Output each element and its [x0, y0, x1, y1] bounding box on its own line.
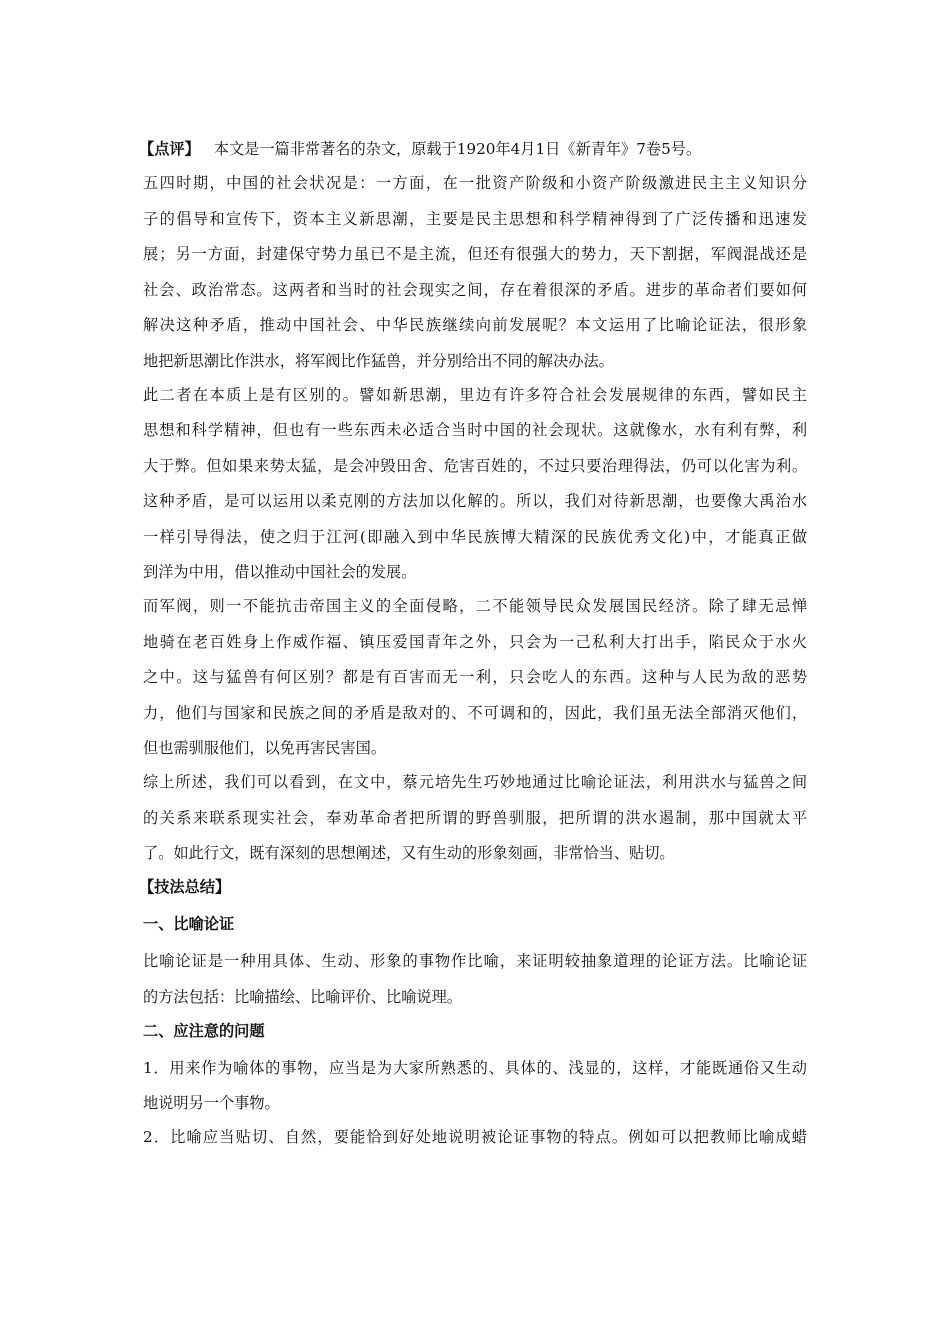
section-title: 【技法总结】: [139, 878, 231, 896]
intro-tag: 【点评】: [139, 140, 200, 158]
intro-paragraph: [139, 138, 807, 161]
paragraph-line: 比喻论证是一种用具体、生动、形象的事物作比喻，来证明较抽象道理的论证方法。比喻论证: [143, 952, 807, 970]
heading-2-block: [143, 1020, 807, 1043]
paragraph-1: [143, 172, 807, 373]
paragraph-4: [143, 771, 807, 865]
document-page: [139, 138, 807, 1160]
paragraph-line: 综上所述，我们可以看到，在文中，蔡元培先生巧妙地通过比喻论证法，利用洪水与猛兽之间: [143, 773, 807, 791]
paragraph-line: 解决这种矛盾，推动中国社会、中华民族继续向前发展呢？本文运用了比喻论证法，很形象: [143, 316, 807, 334]
paragraph-line: 1．用来作为喻体的事物，应当是为大家所熟悉的、具体的、浅显的，这样，才能既通俗又生动: [143, 1058, 807, 1077]
paragraph-line: 大于弊。但如果来势太猛，是会冲毁田舍、危害百姓的，不过只要治理得法，仍可以化害为利。: [143, 456, 807, 475]
heading-1-block: [143, 913, 807, 936]
paragraph-line: 力，他们与国家和民族之间的矛盾是敌对的、不可调和的，因此，我们虽无法全部消灭他们，: [143, 703, 807, 722]
paragraph-line: 地说明另一个事物。: [143, 1094, 280, 1112]
section-title-block: [139, 876, 807, 899]
paragraph-line: 一样引导得法，使之归于江河(即融入到中华民族博大精深的民族优秀文化)中，才能真正做: [143, 527, 807, 546]
heading-1: 一、比喻论证: [143, 915, 235, 933]
intro-line: [139, 138, 807, 161]
paragraph-line: 但也需驯服他们，以免再害民害国。: [143, 739, 386, 757]
paragraph-line: 思想和科学精神，但也有一些东西未必适合当时中国的社会现状。这就像水，水有利有弊，利: [143, 421, 807, 439]
paragraph-2: [143, 384, 807, 585]
paragraph-line: 五四时期，中国的社会状况是：一方面，在一批资产阶级和小资产阶级激进民主主义知识分: [143, 174, 807, 192]
paragraph-3: [143, 595, 807, 760]
paragraph-line: 的关系来联系现实社会，奉劝革命者把所谓的野兽驯服，把所谓的洪水遏制，那中国就太平: [143, 808, 807, 827]
paragraph-line: 的方法包括：比喻描绘、比喻评价、比喻说理。: [143, 987, 462, 1006]
paragraph-line: 了。如此行文，既有深刻的思想阐述，又有生动的形象刻画，非常恰当、贴切。: [143, 844, 675, 862]
paragraph-line: 地骑在老百姓身上作威作福、镇压爱国青年之外，只会为一己私利大打出手，陷民众于水火: [143, 632, 807, 651]
paragraph-line: 而军阀，则一不能抗击帝国主义的全面侵略，二不能领导民众发展国民经济。除了肆无忌惮: [143, 597, 807, 615]
intro-text: 本文是一篇非常著名的杂文，原载于1920年4月1日《新青年》7卷5号。: [213, 140, 702, 158]
paragraph-line: 此二者在本质上是有区别的。譬如新思潮，里边有许多符合社会发展规律的东西，譬如民主: [143, 385, 807, 404]
paragraph-line: 社会、政治常态。这两者和当时的社会现实之间，存在着很深的矛盾。进步的革命者们要如何: [143, 280, 807, 299]
paragraph-line: 之中。这与猛兽有何区别？都是有百害而无一利，只会吃人的东西。这种与人民为敌的恶势: [143, 668, 807, 686]
point-2: [143, 1126, 807, 1149]
heading-2: 二、应注意的问题: [143, 1021, 265, 1040]
paragraph-line: 子的倡导和宣传下，资本主义新思潮，主要是民主思想和科学精神得到了广泛传播和迅速发: [143, 209, 807, 228]
paragraph-line: 展；另一方面，封建保守势力虽已不是主流，但还有很强大的势力，天下割据，军阀混战还是: [143, 245, 807, 263]
paragraph-line: 到洋为中用，借以推动中国社会的发展。: [143, 563, 417, 581]
technique-paragraph: [143, 950, 807, 1009]
paragraph-line: 2．比喻应当贴切、自然，要能恰到好处地说明被论证事物的特点。例如可以把教师比喻成蜡: [143, 1128, 807, 1146]
point-1: [143, 1057, 807, 1116]
paragraph-line: 这种矛盾，是可以运用以柔克刚的方法加以化解的。所以，我们对待新思潮，也要像大禹治水: [143, 492, 807, 510]
paragraph-line: 地把新思潮比作洪水，将军阀比作猛兽，并分别给出不同的解决办法。: [143, 351, 614, 370]
